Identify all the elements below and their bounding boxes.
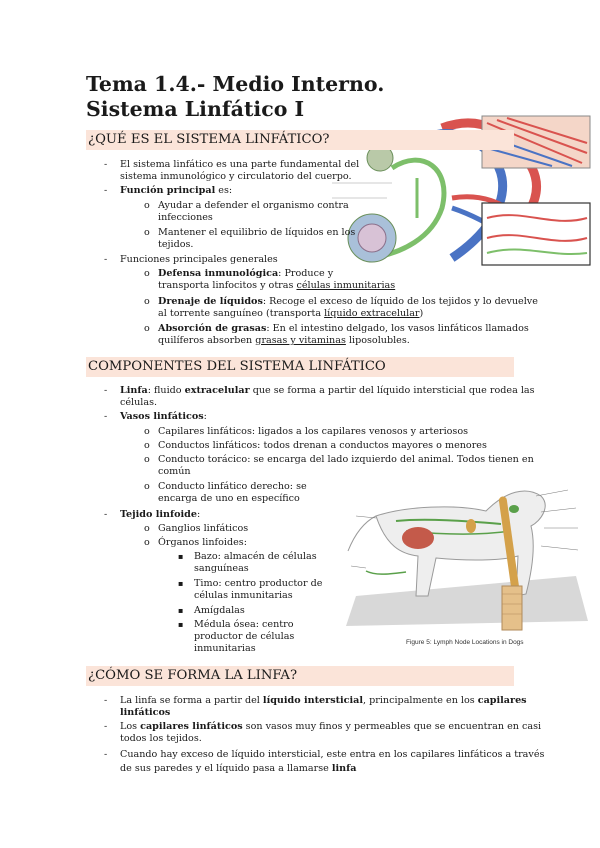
- o-bullet: o: [144, 426, 150, 437]
- celulas-inmunitarias-underline: células inmunitarias: [296, 280, 396, 291]
- section-heading-componentes: COMPONENTES DEL SISTEMA LINFÁTICO: [86, 357, 514, 377]
- defensa-rest: : Produce y: [278, 268, 334, 279]
- drenaje-label: Drenaje de líquidos: [158, 296, 263, 307]
- liquido-extracelular-underline: líquido extracelular: [324, 308, 420, 319]
- vasos-item: Conductos linfáticos: todos drenan a conductos mayores o menores: [158, 440, 487, 451]
- vasos-item: encarga de uno en específico: [158, 493, 300, 504]
- defensa-inmunologica-line-2: [158, 280, 395, 292]
- square-bullet: ▪: [178, 552, 184, 561]
- linfaticos-bold: linfáticos: [120, 707, 171, 718]
- capilares-linfaticos-bold: capilares linfáticos: [140, 721, 243, 732]
- vasos-item: Capilares linfáticos: ligados a los capilares venosos y arteriosos: [158, 426, 469, 437]
- text-span: de sus paredes y el líquido pasa a llamarse: [120, 763, 332, 774]
- square-bullet: ▪: [178, 606, 184, 615]
- exceso-liquido-line: Cuando hay exceso de líquido intersticial, este entra en los capilares linfáticos a través: [120, 749, 545, 760]
- linfa-text-a: : fluido: [147, 385, 185, 396]
- linfa-text-b: que se forma a partir del líquido intersticial que rodea las: [249, 385, 535, 396]
- text-span: Los: [120, 721, 141, 732]
- absorcion-rest: : En el intestino delgado, los vasos linfáticos llamados: [266, 323, 529, 334]
- square-bullet: ▪: [178, 579, 184, 588]
- o-bullet: o: [144, 523, 150, 534]
- organo-item: Médula ósea: centro: [194, 619, 294, 630]
- capilares-line-2: todos los tejidos.: [120, 733, 202, 744]
- linfa-formacion-line: [120, 695, 527, 707]
- o-bullet: o: [144, 268, 150, 279]
- dash-bullet: -: [104, 254, 108, 265]
- funcion-principal-rest: es:: [215, 185, 233, 196]
- intro-text-line: sistema inmunológico y circulatorio del cuerpo.: [120, 171, 352, 182]
- organo-item: productor de células: [194, 631, 295, 642]
- grasas-vitaminas-underline: grasas y vitaminas: [255, 335, 346, 346]
- linfa-line: [120, 385, 535, 397]
- defensa-text: transporta linfocitos y otras: [158, 280, 297, 291]
- funciones-generales-heading: Funciones principales generales: [120, 254, 278, 265]
- dash-bullet: -: [104, 385, 108, 396]
- dog-lymph-node-figure: [336, 476, 594, 646]
- o-bullet: o: [144, 296, 150, 307]
- vasos-item: común: [158, 466, 191, 477]
- colon: :: [203, 411, 207, 422]
- drenaje-liquidos-line: [158, 296, 538, 308]
- linfa-bold: linfa: [331, 763, 357, 774]
- vasos-linfaticos-line: [120, 411, 207, 423]
- tejido-linfoide-line: [120, 509, 200, 521]
- figure-caption: Figure 5: Lymph Node Locations in Dogs: [406, 639, 524, 646]
- drenaje-rest: : Recoge el exceso de líquido de los tejidos y lo devuelve: [262, 296, 538, 307]
- o-bullet: o: [144, 481, 150, 492]
- o-bullet: o: [144, 454, 150, 465]
- drenaje-end: ): [419, 308, 424, 319]
- organo-item: Timo: centro productor de: [194, 578, 323, 589]
- funcion-item: Mantener el equilibrio de líquidos en los: [158, 227, 356, 238]
- capilares-bold: capilares: [477, 695, 527, 706]
- liquido-intersticial-bold: líquido intersticial: [262, 695, 364, 706]
- section-heading-que-es: ¿QUÉ ES EL SISTEMA LINFÁTICO?: [86, 130, 514, 150]
- o-bullet: o: [144, 200, 150, 211]
- tejido-item: Órganos linfoides:: [158, 537, 247, 548]
- text-span: son vasos muy finos y permeables que se encuentran en casi: [242, 721, 542, 732]
- absorcion-label: Absorción de grasas: [158, 323, 267, 334]
- organo-item: sanguíneas: [194, 563, 249, 574]
- vasos-item: Conducto torácico: se encarga del lado izquierdo del animal. Todos tienen en: [158, 454, 534, 465]
- text-span: , principalmente en los: [363, 695, 478, 706]
- dash-bullet: -: [104, 159, 108, 170]
- exceso-liquido-line-2: [120, 763, 356, 775]
- funcion-principal-label: Función principal: [120, 185, 216, 196]
- tejido-label: Tejido linfoide: [120, 509, 197, 520]
- funcion-item: tejidos.: [158, 239, 194, 250]
- dash-bullet: -: [104, 185, 108, 196]
- dash-bullet: -: [104, 721, 108, 732]
- o-bullet: o: [144, 323, 150, 334]
- page-title: Tema 1.4.- Medio Interno. Sistema Linfático I: [86, 72, 385, 121]
- linfa-formacion-line-2: [120, 707, 170, 719]
- extracelular-bold: extracelular: [184, 385, 250, 396]
- dash-bullet: -: [104, 509, 108, 520]
- capilares-line: [120, 721, 541, 733]
- tejido-item: Ganglios linfáticos: [158, 523, 249, 534]
- drenaje-text: al torrente sanguíneo (transporta: [158, 308, 325, 319]
- funcion-item: Ayudar a defender el organismo contra: [158, 200, 349, 211]
- o-bullet: o: [144, 440, 150, 451]
- dash-bullet: -: [104, 695, 108, 706]
- vasos-item: Conducto linfático derecho: se: [158, 481, 307, 492]
- absorcion-text: quilíferos absorben: [158, 335, 256, 346]
- drenaje-liquidos-line-2: [158, 308, 423, 320]
- section-heading-como-se-forma: ¿CÓMO SE FORMA LA LINFA?: [86, 666, 514, 686]
- funcion-principal-line: [120, 185, 232, 197]
- organo-item: Bazo: almacén de células: [194, 551, 317, 562]
- dash-bullet: -: [104, 749, 108, 760]
- organo-item: células inmunitarias: [194, 590, 293, 601]
- colon: :: [196, 509, 201, 520]
- defensa-label: Defensa inmunológica: [158, 268, 279, 279]
- organo-item: Amígdalas: [194, 605, 245, 616]
- text-span: La linfa se forma a partir del: [120, 695, 263, 706]
- intro-text-line: El sistema linfático es una parte fundamental del: [120, 159, 360, 170]
- vasos-label: Vasos linfáticos: [120, 411, 204, 422]
- o-bullet: o: [144, 227, 150, 238]
- funcion-item: infecciones: [158, 212, 213, 223]
- defensa-inmunologica-line: [158, 268, 333, 280]
- o-bullet: o: [144, 537, 150, 548]
- square-bullet: ▪: [178, 620, 184, 629]
- absorcion-end: liposolubles.: [345, 335, 410, 346]
- linfa-line-2: células.: [120, 397, 158, 408]
- absorcion-grasas-line: [158, 323, 529, 335]
- linfa-label: Linfa: [120, 385, 148, 396]
- absorcion-grasas-line-2: [158, 335, 410, 347]
- dash-bullet: -: [104, 411, 108, 422]
- organo-item: inmunitarias: [194, 643, 256, 654]
